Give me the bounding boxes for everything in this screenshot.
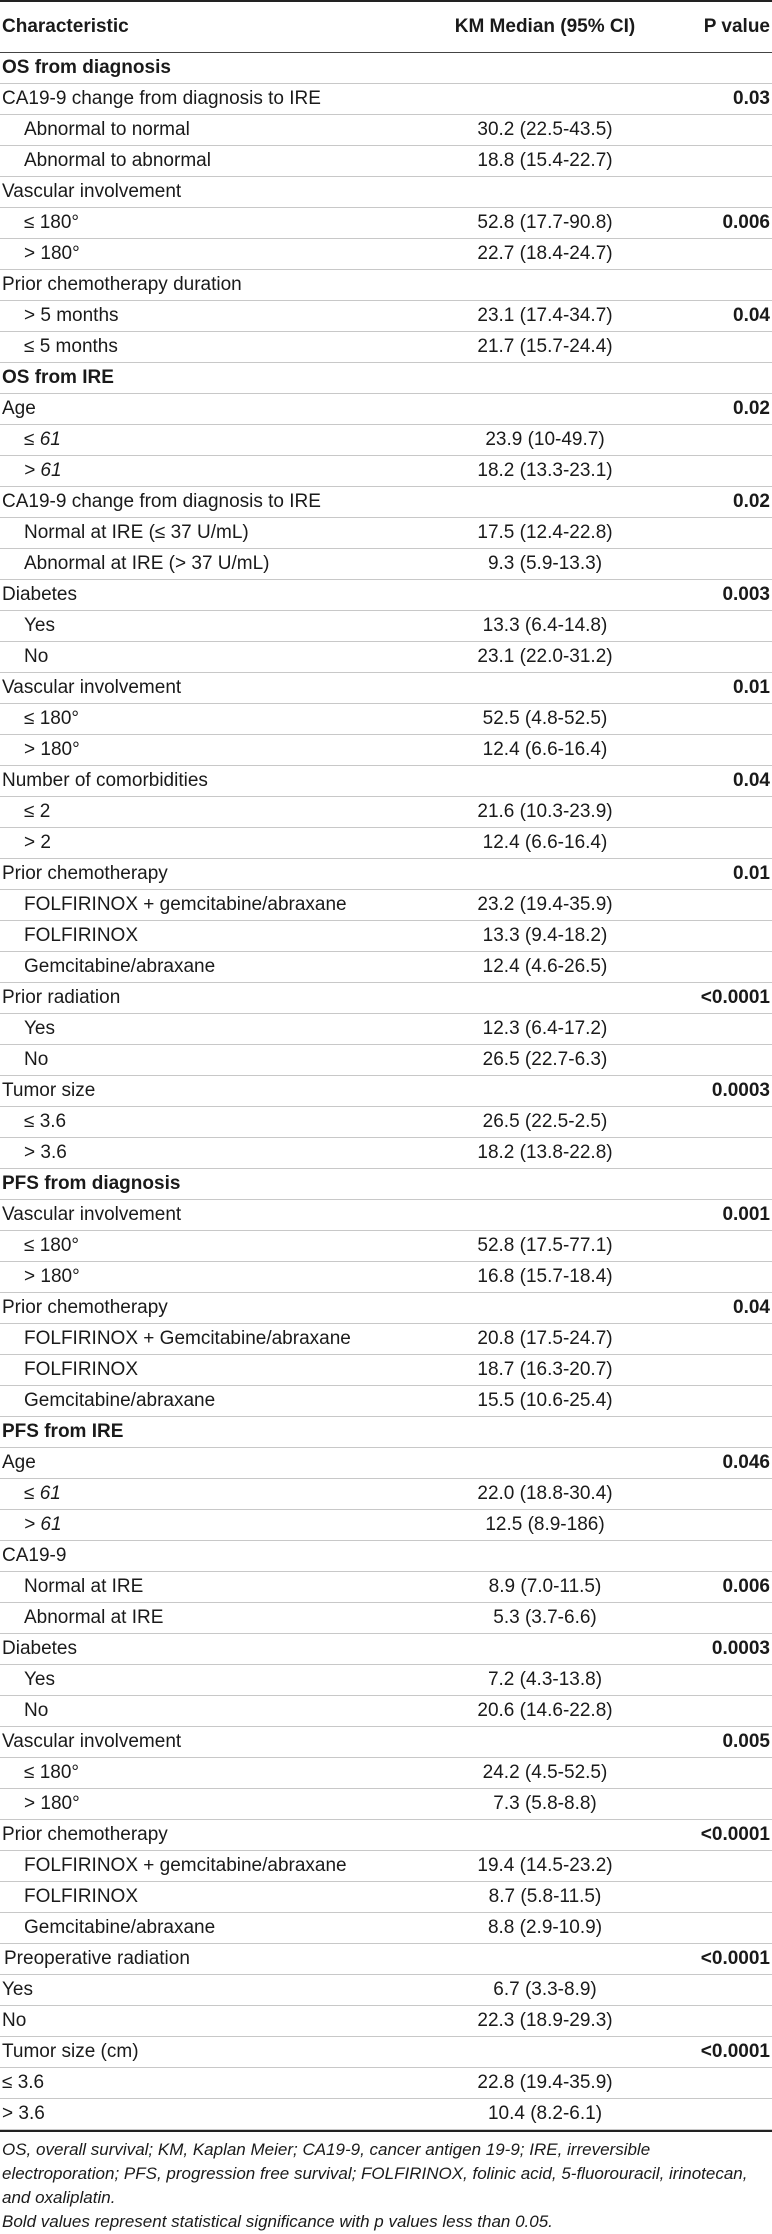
table-row [0,1789,772,1820]
row-p-value: <0.0001 [700,2041,770,2062]
row-km-median: 23.9 (10-49.7) [485,429,605,450]
row-characteristic: PFS from diagnosis [2,1173,181,1194]
row-characteristic: Tumor size (cm) [2,2041,139,2062]
row-p-value: 0.005 [722,1731,770,1752]
row-p-value: 0.02 [733,491,770,512]
row-characteristic: Diabetes [2,584,77,605]
table-footnote [0,2130,772,2234]
row-km-median: 8.8 (2.9-10.9) [487,1917,603,1938]
row-characteristic: No [24,1700,49,1721]
table-row [0,1324,772,1355]
row-characteristic: ≤ 61 [24,1483,61,1504]
row-km-median: 19.4 (14.5-23.2) [477,1855,613,1876]
row-km-median: 22.8 (19.4-35.9) [477,2072,613,2093]
row-characteristic: Prior chemotherapy [2,1297,168,1318]
row-p-value: 0.03 [733,88,770,109]
footnote-bold-note: Bold values represent statistical significance with p values less than 0.05. [2,2212,553,2231]
section-header-row [0,53,772,84]
row-characteristic: FOLFIRINOX + gemcitabine/abraxane [24,894,347,915]
row-characteristic: Age [2,1452,36,1473]
section-header-row [0,1169,772,1200]
row-characteristic: No [24,646,49,667]
row-km-median: 23.1 (17.4-34.7) [477,305,613,326]
table-row [0,1975,772,2006]
row-characteristic: Preoperative radiation [4,1948,190,1969]
table-row [0,1479,772,1510]
row-characteristic: Gemcitabine/abraxane [24,1390,216,1411]
table-row [0,1510,772,1541]
row-characteristic: > 5 months [24,305,119,326]
row-p-value: 0.01 [733,863,770,884]
section-header-row [0,363,772,394]
table-row [0,177,772,208]
row-characteristic: Prior radiation [2,987,121,1008]
table-row [0,1200,772,1231]
row-km-median: 18.2 (13.3-23.1) [477,460,613,481]
table-row [0,1045,772,1076]
row-characteristic: OS from IRE [2,367,114,388]
table-row [0,487,772,518]
row-km-median: 13.3 (6.4-14.8) [482,615,608,636]
row-characteristic: > 3.6 [24,1142,67,1163]
row-km-median: 20.8 (17.5-24.7) [477,1328,613,1349]
table-row [0,2006,772,2037]
row-km-median: 26.5 (22.5-2.5) [482,1111,608,1132]
footnote-abbreviations: OS, overall survival; KM, Kaplan Meier; CA19-9, cancer antigen 19-9; IRE, irreversible electroporation; PFS, progression free survival; FOLFIRINOX, folinic acid, 5-fluorouracil, irinotecan, and oxaliplatin. [2,2140,748,2207]
row-characteristic: > 61 [24,460,62,481]
row-km-median: 21.6 (10.3-23.9) [477,801,613,822]
table-row [0,549,772,580]
row-km-median: 5.3 (3.7-6.6) [493,1607,597,1628]
row-km-median: 7.3 (5.8-8.8) [493,1793,597,1814]
table-row [0,1820,772,1851]
row-km-median: 9.3 (5.9-13.3) [487,553,603,574]
table-row [0,1541,772,1572]
row-characteristic: ≤ 61 [24,429,61,450]
row-characteristic: Vascular involvement [2,1204,182,1225]
table-row [0,611,772,642]
row-km-median: 12.4 (6.6-16.4) [482,739,608,760]
row-p-value: 0.001 [722,1204,770,1225]
row-km-median: 30.2 (22.5-43.5) [477,119,613,140]
row-characteristic: > 61 [24,1514,62,1535]
table-row [0,1355,772,1386]
table-row [0,208,772,239]
row-km-median: 21.7 (15.7-24.4) [477,336,613,357]
table-row [0,828,772,859]
row-characteristic: Vascular involvement [2,677,182,698]
row-p-value: 0.04 [733,1297,770,1318]
row-characteristic: Normal at IRE [24,1576,144,1597]
row-km-median: 17.5 (12.4-22.8) [477,522,613,543]
row-km-median: 12.5 (8.9-186) [485,1514,605,1535]
table-row [0,1138,772,1169]
row-km-median: 52.5 (4.8-52.5) [482,708,608,729]
row-characteristic: CA19-9 [2,1545,67,1566]
table-row [0,642,772,673]
row-characteristic: No [2,2010,27,2031]
table-row [0,1448,772,1479]
row-km-median: 13.3 (9.4-18.2) [482,925,608,946]
row-characteristic: Abnormal at IRE [24,1607,164,1628]
row-characteristic: Yes [24,1669,55,1690]
table-row [0,1882,772,1913]
table-row [0,270,772,301]
row-characteristic: Yes [24,615,55,636]
row-p-value: <0.0001 [700,1948,770,1969]
row-p-value: <0.0001 [700,987,770,1008]
row-km-median: 24.2 (4.5-52.5) [482,1762,608,1783]
row-km-median: 15.5 (10.6-25.4) [477,1390,613,1411]
row-characteristic: Gemcitabine/abraxane [24,956,216,977]
row-characteristic: Tumor size [2,1080,96,1101]
table-row [0,952,772,983]
row-km-median: 7.2 (4.3-13.8) [487,1669,603,1690]
table-header [0,0,772,53]
row-km-median: 6.7 (3.3-8.9) [493,1979,597,2000]
row-characteristic: Vascular involvement [2,181,182,202]
row-km-median: 20.6 (14.6-22.8) [477,1700,613,1721]
row-km-median: 52.8 (17.5-77.1) [477,1235,613,1256]
table-row [0,1758,772,1789]
row-p-value: 0.003 [722,584,770,605]
table-row [0,1076,772,1107]
row-characteristic: > 180° [24,1266,80,1287]
row-km-median: 8.9 (7.0-11.5) [488,1576,602,1597]
table-row [0,456,772,487]
row-km-median: 22.0 (18.8-30.4) [477,1483,613,1504]
row-characteristic: > 2 [24,832,51,853]
table-body [0,53,772,2130]
table-row [0,1944,772,1975]
row-characteristic: > 180° [24,739,80,760]
row-km-median: 23.2 (19.4-35.9) [477,894,613,915]
table-row [0,704,772,735]
row-km-median: 8.7 (5.8-11.5) [488,1886,602,1907]
header-km-median: KM Median (95% CI) [454,16,636,37]
row-characteristic: FOLFIRINOX + Gemcitabine/abraxane [24,1328,351,1349]
row-characteristic: PFS from IRE [2,1421,124,1442]
row-characteristic: FOLFIRINOX + gemcitabine/abraxane [24,1855,347,1876]
row-characteristic: ≤ 180° [24,1762,80,1783]
table-row [0,84,772,115]
row-characteristic: Number of comorbidities [2,770,208,791]
row-characteristic: FOLFIRINOX [24,925,139,946]
row-km-median: 12.4 (6.6-16.4) [482,832,608,853]
row-km-median: 18.8 (15.4-22.7) [477,150,613,171]
table-row [0,1696,772,1727]
table-row [0,2068,772,2099]
row-characteristic: > 180° [24,243,80,264]
section-header-row [0,1417,772,1448]
table-row [0,239,772,270]
row-characteristic: ≤ 5 months [24,336,118,357]
table-row [0,983,772,1014]
table-row [0,425,772,456]
table-row [0,1913,772,1944]
table-row [0,766,772,797]
table-row [0,2099,772,2130]
row-p-value: 0.04 [733,770,770,791]
row-km-median: 26.5 (22.7-6.3) [482,1049,608,1070]
row-characteristic: Yes [24,1018,55,1039]
row-p-value: 0.02 [733,398,770,419]
row-characteristic: Prior chemotherapy duration [2,274,242,295]
table-row [0,518,772,549]
table-row [0,1603,772,1634]
table-row [0,1665,772,1696]
table-row [0,921,772,952]
row-characteristic: Diabetes [2,1638,77,1659]
table-row [0,2037,772,2068]
row-p-value: 0.0003 [711,1080,770,1101]
row-characteristic: ≤ 180° [24,212,80,233]
row-km-median: 16.8 (15.7-18.4) [477,1266,613,1287]
table-row [0,580,772,611]
row-characteristic: CA19-9 change from diagnosis to IRE [2,491,321,512]
row-characteristic: ≤ 2 [24,801,51,822]
table-row [0,1014,772,1045]
row-km-median: 18.7 (16.3-20.7) [477,1359,613,1380]
row-p-value: 0.01 [733,677,770,698]
table-row [0,1634,772,1665]
row-km-median: 22.7 (18.4-24.7) [477,243,613,264]
table-row [0,1572,772,1603]
row-p-value: 0.0003 [711,1638,770,1659]
row-characteristic: CA19-9 change from diagnosis to IRE [2,88,321,109]
table-row [0,859,772,890]
row-km-median: 10.4 (8.2-6.1) [487,2103,603,2124]
row-characteristic: Gemcitabine/abraxane [24,1917,216,1938]
table-row [0,673,772,704]
table-row [0,1293,772,1324]
table-row [0,797,772,828]
row-characteristic: Prior chemotherapy [2,863,168,884]
row-characteristic: Normal at IRE (≤ 37 U/mL) [24,522,249,543]
row-p-value: 0.006 [722,212,770,233]
row-characteristic: FOLFIRINOX [24,1359,139,1380]
table-row [0,735,772,766]
row-p-value: 0.04 [733,305,770,326]
row-characteristic: No [24,1049,49,1070]
table-row [0,332,772,363]
row-characteristic: ≤ 180° [24,1235,80,1256]
row-p-value: 0.006 [722,1576,770,1597]
table-row [0,1231,772,1262]
row-p-value: 0.046 [722,1452,770,1473]
table-row [0,394,772,425]
table-row [0,146,772,177]
table-row [0,1727,772,1758]
row-km-median: 52.8 (17.7-90.8) [477,212,613,233]
table-row [0,1851,772,1882]
row-characteristic: Yes [2,1979,33,2000]
row-km-median: 12.4 (4.6-26.5) [482,956,608,977]
row-characteristic: > 180° [24,1793,80,1814]
row-characteristic: ≤ 3.6 [2,2072,45,2093]
row-characteristic: Abnormal at IRE (> 37 U/mL) [24,553,270,574]
row-km-median: 12.3 (6.4-17.2) [482,1018,608,1039]
table-row [0,1386,772,1417]
row-characteristic: Age [2,398,36,419]
row-characteristic: Prior chemotherapy [2,1824,168,1845]
table-row [0,1262,772,1293]
row-p-value: <0.0001 [700,1824,770,1845]
row-characteristic: Abnormal to normal [24,119,190,140]
table-row [0,1107,772,1138]
row-characteristic: > 3.6 [2,2103,45,2124]
table-row [0,890,772,921]
row-characteristic: ≤ 3.6 [24,1111,67,1132]
row-km-median: 22.3 (18.9-29.3) [477,2010,613,2031]
row-km-median: 18.2 (13.8-22.8) [477,1142,613,1163]
table-row [0,115,772,146]
header-characteristic: Characteristic [2,16,129,37]
row-characteristic: OS from diagnosis [2,57,171,78]
table-row [0,301,772,332]
row-characteristic: Abnormal to abnormal [24,150,211,171]
row-characteristic: Vascular involvement [2,1731,182,1752]
row-km-median: 23.1 (22.0-31.2) [477,646,613,667]
header-p-value: P value [703,16,770,37]
row-characteristic: ≤ 180° [24,708,80,729]
row-characteristic: FOLFIRINOX [24,1886,139,1907]
